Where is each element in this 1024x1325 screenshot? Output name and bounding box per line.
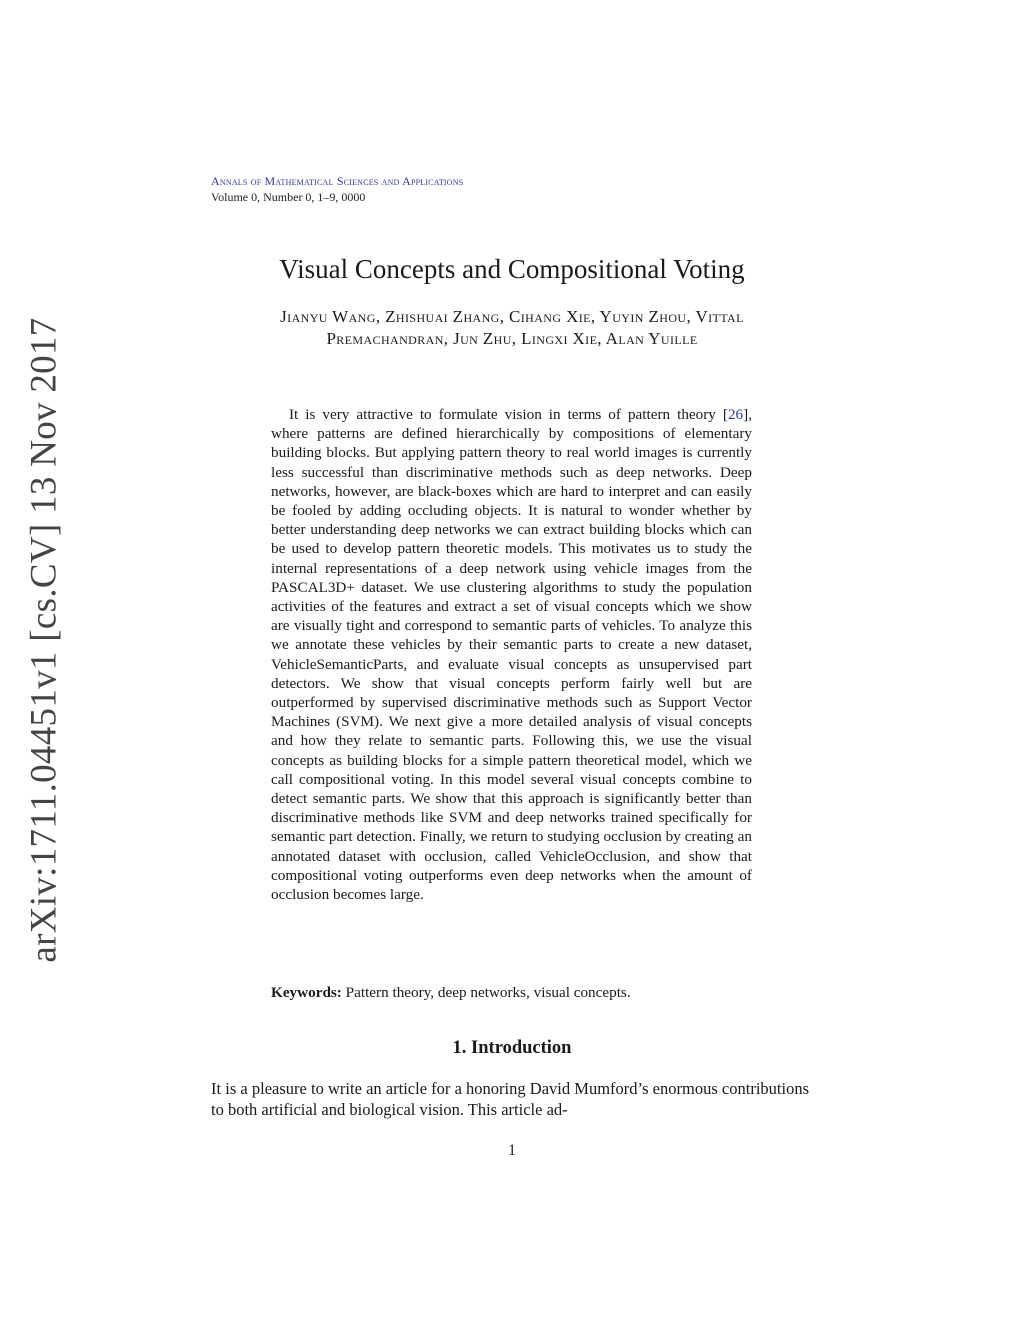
- abstract-paragraph: [271, 405, 752, 904]
- abstract: [271, 405, 752, 904]
- page-number: 1: [508, 1142, 516, 1159]
- journal-name[interactable]: Annals of Mathematical Sciences and Applications: [211, 174, 464, 188]
- author-line-1: Jianyu Wang, Zhishuai Zhang, Cihang Xie, Yuyin Zhou, Vittal: [280, 307, 744, 326]
- citation-link[interactable]: 26: [727, 406, 744, 423]
- keywords-label: Keywords:: [271, 984, 342, 1001]
- author-list: [205, 306, 819, 350]
- paper-title: Visual Concepts and Compositional Voting: [279, 254, 745, 284]
- abstract-text-rest: ], where patterns are defined hierarchically by compositions of elementary building blocks. But applying pattern theory to real world images is currently less successful than discriminative methods such as deep networks. Deep networks, however, are black-boxes which are hard to interpret and can easily be fooled by adding occluding objects. It is natural to wonder whether by better understanding deep networks we can extract building blocks which can be used to develop pattern theoretic models. This motivates us to study the internal representations of a deep network using vehicle images from the PASCAL3D+ dataset. We use clustering algorithms to study the population activities of the features and extract a set of visual concepts which we show are visually tight and correspond to semantic parts of vehicles. To analyze this we annotate these vehicles by their semantic parts to create a new dataset, VehicleSemanticParts, and evaluate visual concepts as unsupervised part detectors. We show that visual concepts perform fairly well but are outperformed by supervised discriminative methods such as Support Vector Machines (SVM). We next give a more detailed analysis of visual concepts and how they relate to semantic parts. Following this, we use the visual concepts as building blocks for a simple pattern theoretical model, which we call compositional voting. In this model several visual concepts combine to detect semantic parts. We show that this approach is significantly better than discriminative methods like SVM and deep networks trained specifically for semantic part detection. Finally, we return to studying occlusion by creating an annotated dataset with occlusion, called VehicleOcclusion, and show that compositional voting outperforms even deep networks when the amount of occlusion becomes large.: [271, 406, 752, 904]
- author-line-2: Premachandran, Jun Zhu, Lingxi Xie, Alan Yuille: [326, 329, 698, 348]
- keywords: [271, 983, 752, 1002]
- abstract-text-start: It is very attractive to formulate vision in terms of pattern theory [: [289, 406, 728, 423]
- keywords-text: Pattern theory, deep networks, visual concepts.: [345, 984, 631, 1001]
- journal-volume: Volume 0, Number 0, 1–9, 0000: [211, 190, 366, 204]
- introduction-paragraph: It is a pleasure to write an article for a honoring David Mumford’s enormous contributions to both artificial and biological vision. This article ad-: [211, 1079, 809, 1119]
- section-heading-introduction: 1. Introduction: [452, 1038, 572, 1058]
- arxiv-identifier: arXiv:1711.04451v1 [cs.CV] 13 Nov 2017: [23, 317, 65, 963]
